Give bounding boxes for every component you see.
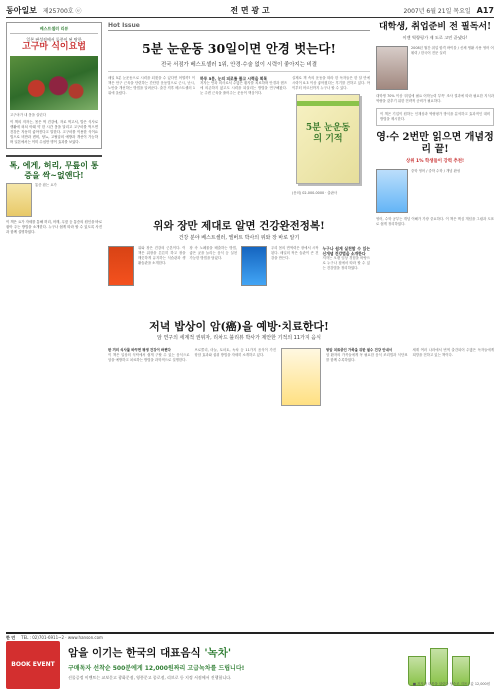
cancer-col-4: 세계 여러 나라에서 번역 출간되어 수많은 독자들에게 희망을 전하고 있는 책이다. [412,348,494,357]
tea-note: 선물증정 이벤트는 교보문고 광화문점, 영풍문고 종로점, 리브로 등 지정 서점에서 진행합니다. [68,675,232,680]
eye-book-contact: (문의) 02-000-0000 · 출판사 [292,191,338,195]
eye-col-2-head: 하루 5분, 눈의 피로를 풀고 시력을 회복 [200,76,268,81]
page-number: A17 [476,6,494,15]
page-header [6,4,494,18]
right-column-ads [376,22,494,227]
cancer-col-1-head: 한 끼의 식사를 바꾸면 평생 건강이 바뀐다 [108,348,171,352]
study-subhead: 상위 1% 학생들이 강력 추천! [406,159,464,164]
ad-label: 베스트셀러 리뷰 [10,26,98,34]
career-book-list: 2008년 월간 취업 합격 바이블 / 신체 생활 사용 영어 어휘력 / 한국어 전문 실력 [411,46,494,55]
green-tea-ad [6,632,494,688]
yoga-ad [6,155,102,235]
stomach-col-4: 저자는 오랜 임상 경험을 바탕으로 누구나 집에서 따라 할 수 있는 건강법을 정리하였다. [322,256,370,270]
eye-col-1: 매일 5분 눈운동으로 시력을 되찾을 수 있다면 어떨까? 이 책은 안구 근육을 단련하는 간단한 운동법으로 근시, 난시, 노안을 개선하는 방법을 알려준다. 출간 직후 베스트셀러 1위에 올랐다. [108,76,195,95]
tea-keyword: '녹차' [204,647,232,659]
study-body: 영어, 수학 공부는 개념 이해가 가장 중요하다. 이 책은 핵심 개념을 그림과 도표로 쉽게 정리하였다. [376,217,494,226]
eye-col-2: 저자는 안과 의사로서 수많은 환자를 치료하며 안경과 렌즈에 의존하지 않고도 시력을 되살리는 방법을 연구해왔다. 눈 주변 근육을 풀어주는 운동이 핵심이다. [200,81,287,95]
yoga-headline: 톡, 에게, 허리, 무릎이 통증을 싹~없앤다! [9,160,99,180]
stomach-col-1: 위와 장은 건강의 근본이다. 이 책은 위장을 튼튼히 하고 장을 깨끗하게 유지하는 식습관과 생활습관을 소개한다. [138,246,186,265]
eye-subhead: 전국 서점가 베스트셀러 1위, 안경·수술 없이 시력이 좋아지는 비결 [108,60,370,72]
book-event-badge: BOOK EVENT [6,641,60,689]
sweet-potato-ad [6,22,102,149]
eye-col-3: 실제로 책 속의 운동을 따라 한 독자들은 한 달 만에 시력이 0.3 이상 좋아졌다는 후기를 전하고 있다. 아이부터 어르신까지 누구나 할 수 있다. [292,76,370,90]
stomach-col-4-head: 누구나 쉽게 실천할 수 있는 신개념 건강법을 소개한다 [322,246,370,256]
cancer-col-1: 이 책은 일상의 식탁에서 쉽게 구할 수 있는 음식으로 암을 예방하고 치료하는 방법을 과학적으로 설명한다. [108,353,190,362]
eye-headline: 5분 눈운동 30일이면 안경 벗는다! [142,41,336,56]
tea-headline: 암을 이기는 한국의 대표음식 '녹차' [68,647,232,659]
issue-number: 제25700호 ⓔ [42,8,82,15]
stomach-subhead: 건강 분야 베스트셀러, 엘버트 박사의 위와 장 바로 알기 [178,235,300,241]
ad-body: 이 책의 저자는, 몸은 먹 건강에, 자로 먹고서, 밥은 식사로 생활에 외치 아래 약 한 시간 몸을 달리고 고구마를 먹으면 건강은 자동히 좋아진다고 말한다. 고구마를 이용한 식이요법으로 비만과 변비, 당뇨, 고혈압의 예방과 개선이 가능하며 일본에서는 이미 수십만 명이 효과를 보았다. [10,120,98,144]
publisher-name: 한 언 [6,634,16,640]
career-subhead: 이젠 역량평가 제 도로 고민 끝냈다! [402,35,468,40]
study-book-cover [376,169,408,213]
cancer-subhead: 암 연구의 세계적 권위자, 리차드 블리뷰 박사가 제안한 기적의 11가지 음식 [157,335,321,341]
career-headline: 대학생, 취업준비 전 필독서! [378,22,492,32]
eye-book-title: 5분 눈운동의 기적 [305,123,351,144]
stomach-headline: 위와 장만 제대로 알면 건강완전정복! [153,220,325,232]
study-book-list: 중학 영어 / 중학 수학 / 개념 완성 [411,169,461,173]
section-title: 전 면 광 고 [230,6,270,15]
yoga-caption: 통증 잡는 요가 [35,183,57,187]
stomach-book-cover [108,246,134,286]
hot-issue-label: Hot Issue [108,22,370,31]
stomach-article [108,246,370,308]
newspaper-brand: 동아일보 [6,5,37,15]
tea-footnote: ■ 저자가 내몸을 살린다 양승조 지음 | 값 12,000원 [412,682,490,686]
ad-kicker: 일본 판성점에서 돌풍이 된 탐한 [26,37,82,42]
eye-book [292,94,374,202]
stomach-col-2: 장 속 노폐물을 배출하는 방법, 좋은 균을 늘리는 음식 등 실천 가능한 방법을 담았다. [189,246,237,260]
stomach-col-3: 우리 몸의 면역력은 장에서 시작된다. 매일의 작은 습관이 큰 건강을 만든다. [271,246,319,260]
cancer-col-2: 브로콜리, 마늘, 토마토, 녹차 등 11가지 음식이 가진 항암 효과와 섭취 방법을 자세히 소개하고 있다. [194,348,276,357]
vegetable-photo [10,56,98,110]
publisher-phone: TEL : 02)701-6911~2 · www.hanson.com [21,635,103,640]
eye-exercise-article [108,22,370,195]
yoga-book-cover [6,183,32,217]
yoga-body: 이 책은 요가 자세를 통해 허리, 어깨, 무릎 등 통증의 원인을 바로잡아 주는 방법을 소개한다. 누구나 쉽게 따라 할 수 있도록 사진과 함께 설명하였다. [6,220,102,234]
left-column-ads [6,22,102,628]
cancer-col-3-head: 항암 치료중인 가족을 위한 필수 건강 안내서 [326,348,393,352]
ad-headline: 고구마 식이요법 [22,42,86,52]
second-book-cover [241,246,267,286]
career-body-2: 이 책은 기업이 원하는 인재상과 역량평가 방식을 분석하고 효과적인 대비 방법을 제시한다. [380,112,490,121]
cancer-headline: 저녁 밥상이 암(癌)을 예방·치료한다! [149,320,329,333]
tea-offer: 구매독자 선착순 500분에게 12,000원짜리 고급녹차를 드립니다! [68,665,245,672]
career-body: 대학생 70% 이상 '취업에 필요 어학능력 부족' 조사 결과에 따라 필요한 지식과 역량을 갖추기 위한 전략적 준비가 필요하다. [376,94,494,103]
cancer-article [108,348,494,628]
cancer-col-3: 암 환자의 가족들에게 꼭 필요한 음식 조리법과 식단표를 함께 수록하였다. [326,353,408,362]
cancer-book-cover [281,348,321,406]
book-caption: 고구마가 내 몸을 살린다 [10,113,46,117]
study-headline: 영·수 2번만 읽으면 개념정리 끝! [376,132,494,155]
career-book-cover [376,46,408,90]
issue-date: 2007년 6월 21일 목요일 [403,8,471,15]
eye-book-cover [296,94,360,184]
